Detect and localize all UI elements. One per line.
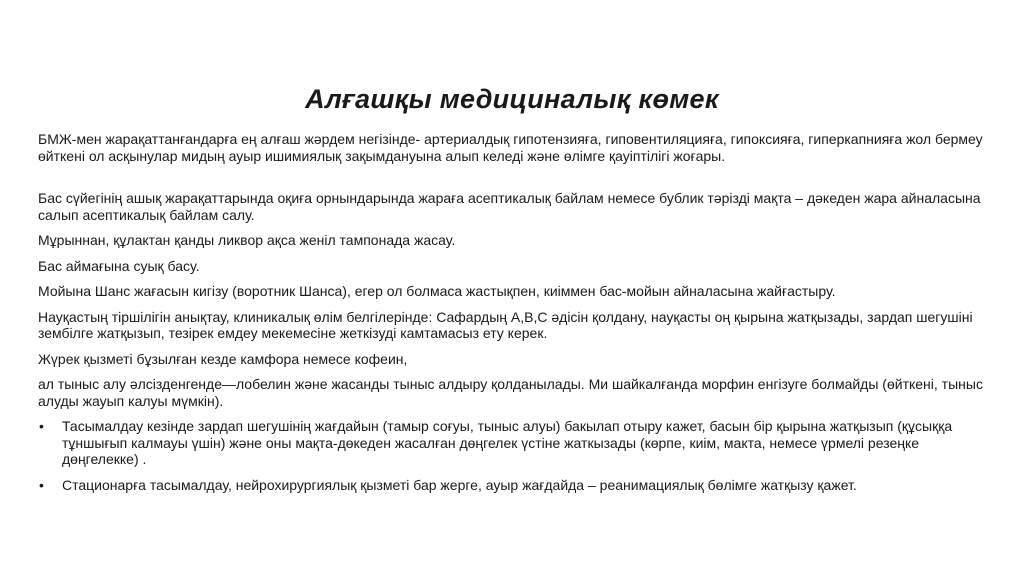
bullet-text: Стационарға тасымалдау, нейрохирургиялық қызметі бар жерге, ауыр жағдайда – реанимациялық бөлімге жатқызу қажет.: [62, 476, 857, 493]
paragraph-cold-compress: Бас аймағына суық басу.: [38, 257, 200, 274]
paragraph-open-wounds: Бас сүйегінің ашық жарақаттарында оқиға орнындарында жараға асептикалық байлам немесе бублик тәрізді мақта – дәкеден жара айналасына салып асептикалық байлам салу.: [38, 190, 981, 223]
bullet-marker: •: [39, 418, 44, 434]
bullet-item-hospital-transport: [38, 477, 988, 494]
bullet-text: Тасымалдау кезінде зардап шегушінің жағдайын (тамыр соғуы, тыныс алуы) бакылап отыру кажет, басын бір қырына жатқызып (құсыққа тұншығып калмауы үшін) және оны мақта-дөкеден жасалған дөңгелек үстіне жаткызады (көрпе, киім, макта, немесе үрмелі резеңке дөңгелекке) .: [62, 418, 953, 467]
paragraph-heart-function: Жүрек қызметі бұзылған кезде камфора немесе кофеин,: [38, 350, 408, 367]
paragraph-breathing: ал тыныс алу әлсізденгенде—лобелин және жасанды тыныс алдыру қолданылады. Ми шайкалғанда морфин енгізуге болмайды (өйткені, тыныс алуды жауып калуы мүмкін).: [38, 376, 983, 409]
paragraph-first-aid-intro: БМЖ-мен жарақаттанғандарға ең алғаш жәрдем негізінде- артериалдық гипотензияға, гиповентиляцияға, гипоксияға, гиперкапнияға жол бермеу өйткені ол асқынулар мидың ауыр ишимиялық зақымдануына алып келеді және өлімге қауіптілігі жоғары.: [38, 131, 983, 164]
paragraph-shanz-collar: Мойына Шанс жағасын кигізу (воротник Шанса), егер ол болмаса жастықпен, киіммен бас-мойын айналасына жайғастыру.: [38, 283, 836, 299]
paragraph-safar-method: Науқастың тіршілігін анықтау, клиникалық өлім белгілерінде: Сафардың А,В,С әдісін қолдану, науқасты оң қырына жатқызады, зардап шегушіні зембілге жатқызып, тезірек емдеу мекемесіне жеткізуді камтамасыз ету керек.: [38, 308, 973, 341]
slide-body: [38, 131, 988, 502]
slide-title: Алғашқы медициналық көмек: [305, 84, 719, 114]
bullet-marker: •: [39, 476, 44, 493]
paragraph-liquor-tamponade: Мұрыннан, құлактан қанды ликвор ақса женіл тампонада жасау.: [38, 232, 456, 248]
bullet-item-transport-monitoring: [38, 418, 988, 468]
